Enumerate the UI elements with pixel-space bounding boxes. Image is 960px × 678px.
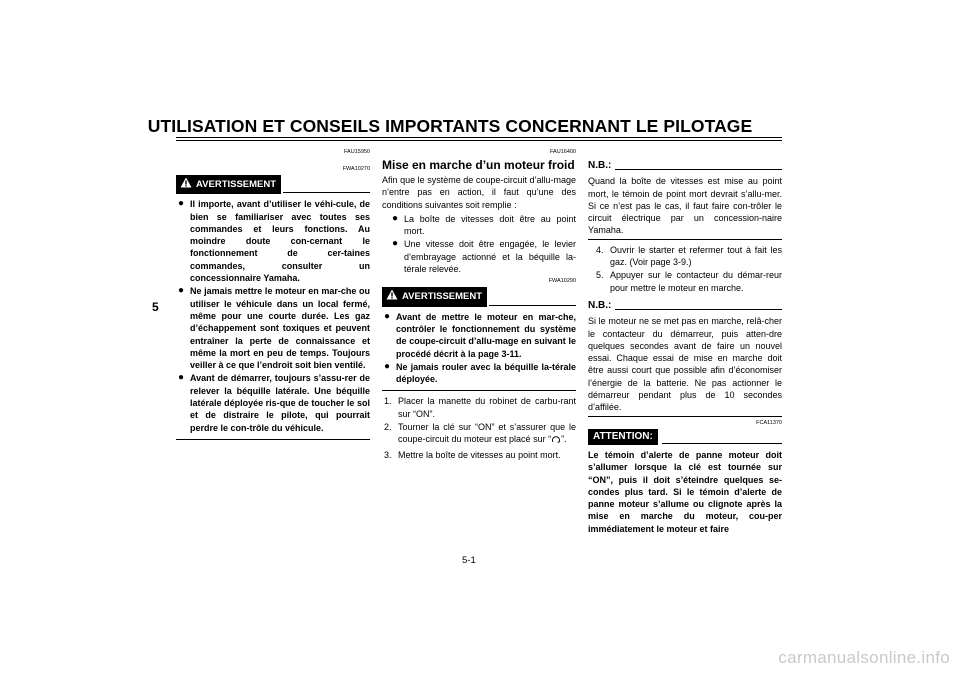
warning-header xyxy=(176,175,370,194)
step-item: 2. Tourner la clé sur “ON” et s’assurer que le coupe-circuit du moteur est placé sur “ ”. xyxy=(382,421,576,448)
attention-header xyxy=(588,429,782,445)
step-item: 3. Mettre la boîte de vitesses au point mort. xyxy=(384,449,561,460)
warning-rule xyxy=(283,192,370,193)
list-item: ● Avant de démarrer, toujours s’assu-rer de relever la béquille latérale. Une béquille latérale déployée ris-que de toucher le sol et de distraire le pilote, qui pourrait perdre le con-trôle du véhicule. xyxy=(178,372,370,433)
page-number: 5-1 xyxy=(462,555,476,566)
list-item: ● La boîte de vitesses doit être au point mort. xyxy=(392,212,576,237)
chapter-number: 5 xyxy=(152,300,159,314)
engine-run-symbol-icon xyxy=(551,434,561,447)
section-heading: Mise en marche d’un moteur froid xyxy=(382,158,575,172)
list-item: ● Il importe, avant d’utiliser le véhi-cule, de bien se familiariser avec toutes ses commandes et leurs fonctions. Au moindre doute con-cernant le fonctionnement de cer-taines commandes, consulter un concessionnaire Yamaha. xyxy=(178,198,370,284)
warning-end-rule xyxy=(382,390,576,391)
note-header xyxy=(588,300,782,312)
page-title: UTILISATION ET CONSEILS IMPORTANTS CONCERNANT LE PILOTAGE xyxy=(147,116,753,136)
bullet-dot-icon: ● xyxy=(384,310,391,322)
list-item: ● Ne jamais rouler avec la béquille la-térale déployée. xyxy=(384,360,576,385)
step-item: 1. Placer la manette du robinet de carbu-rant sur “ON”. xyxy=(384,396,576,419)
bullet-dot-icon: ● xyxy=(384,360,391,372)
note-end-rule xyxy=(588,239,782,240)
list-item: ● Une vitesse doit être engagée, le levier d’embrayage actionné et la béquille la-térale relevée. xyxy=(392,238,576,275)
column-left xyxy=(176,146,370,444)
warning-triangle-icon xyxy=(386,289,398,304)
note-text: Quand la boîte de vitesses est mise au point mort, le témoin de point mort devrait s’allu-mer. Si ce n’est pas le cas, il faut faire con-trôler le circuit électrique par un concession-naire Yamaha. xyxy=(588,176,782,236)
note-label: N.B.: xyxy=(588,299,612,311)
column-middle xyxy=(382,146,576,462)
warning-end-rule xyxy=(176,439,370,440)
note-end-rule xyxy=(588,416,782,417)
column-right xyxy=(588,146,782,537)
warning-badge xyxy=(382,287,487,306)
ref-code: FWA10290 xyxy=(548,278,576,285)
warning-label: AVERTISSEMENT xyxy=(196,178,277,190)
note-rule xyxy=(615,169,782,170)
ref-code: FAU16400 xyxy=(550,149,576,155)
ref-code: FWA10270 xyxy=(342,166,370,172)
bullet-dot-icon: ● xyxy=(178,285,185,297)
ref-code: FAU15950 xyxy=(344,149,370,155)
bullet-dot-icon: ● xyxy=(392,238,399,250)
warning-badge xyxy=(176,175,281,194)
list-item: ● Ne jamais mettre le moteur en mar-che ou utiliser le véhicule dans un local fermé, même pour une courte durée. Les gaz d’échappement sont toxiques et peuvent entraîner la perte de connaissance et même la mort en peu de temps. Toujours veiller à ce que l’endroit soit bien ventilé. xyxy=(178,285,370,371)
ref-code: FCA11370 xyxy=(756,419,782,426)
note-text: Si le moteur ne se met pas en marche, relâ-cher le contacteur du démarreur, puis atten-dre quelques secondes avant de faire un nouvel essai. Chaque essai de mise en marche doit être aussi court que possible afin d’économiser l’énergie de la batterie. Ne pas actionner le démarreur pendant plus de 10 secondes d’affilée. xyxy=(588,316,782,413)
bullet-dot-icon: ● xyxy=(178,198,185,210)
warning-label: AVERTISSEMENT xyxy=(402,290,483,302)
attention-text: Le témoin d’alerte de panne moteur doit s’allumer lorsque la clé est tournée sur “ON”, puis il doit s’éteindre quelques se-condes plus tard. Si le témoin d’alerte de panne moteur s’allume ou clignote après la mise en marche du moteur, cou-per immédiatement le moteur et faire xyxy=(588,449,782,534)
bullet-dot-icon: ● xyxy=(178,372,185,384)
intro-paragraph: Afin que le système de coupe-circuit d’allu-mage n’entre pas en action, il faut qu’une des conditions suivantes soit remplie : xyxy=(382,175,576,210)
step-item: 4. Ouvrir le starter et refermer tout à fait les gaz. (Voir page 3-9.) xyxy=(596,244,782,268)
title-rule xyxy=(176,137,782,138)
note-label: N.B.: xyxy=(588,160,612,171)
warning-header xyxy=(382,287,576,306)
bullet-dot-icon: ● xyxy=(392,212,399,224)
attention-badge: ATTENTION: xyxy=(588,429,658,445)
attention-rule xyxy=(662,443,782,444)
list-item: ● Avant de mettre le moteur en mar-che, contrôler le fonctionnement du système de coupe-circuit d’allu-mage en suivant le procédé décrit à la page 3-11. xyxy=(384,310,576,359)
warning-triangle-icon xyxy=(180,177,192,192)
note-rule xyxy=(615,309,782,310)
title-rule-lower xyxy=(176,140,782,141)
note-header xyxy=(588,160,782,172)
watermark: carmanualsonline.info xyxy=(778,648,950,667)
warning-rule xyxy=(489,305,576,306)
step-item: 5. Appuyer sur le contacteur du démar-reur pour mettre le moteur en marche. xyxy=(596,270,782,293)
